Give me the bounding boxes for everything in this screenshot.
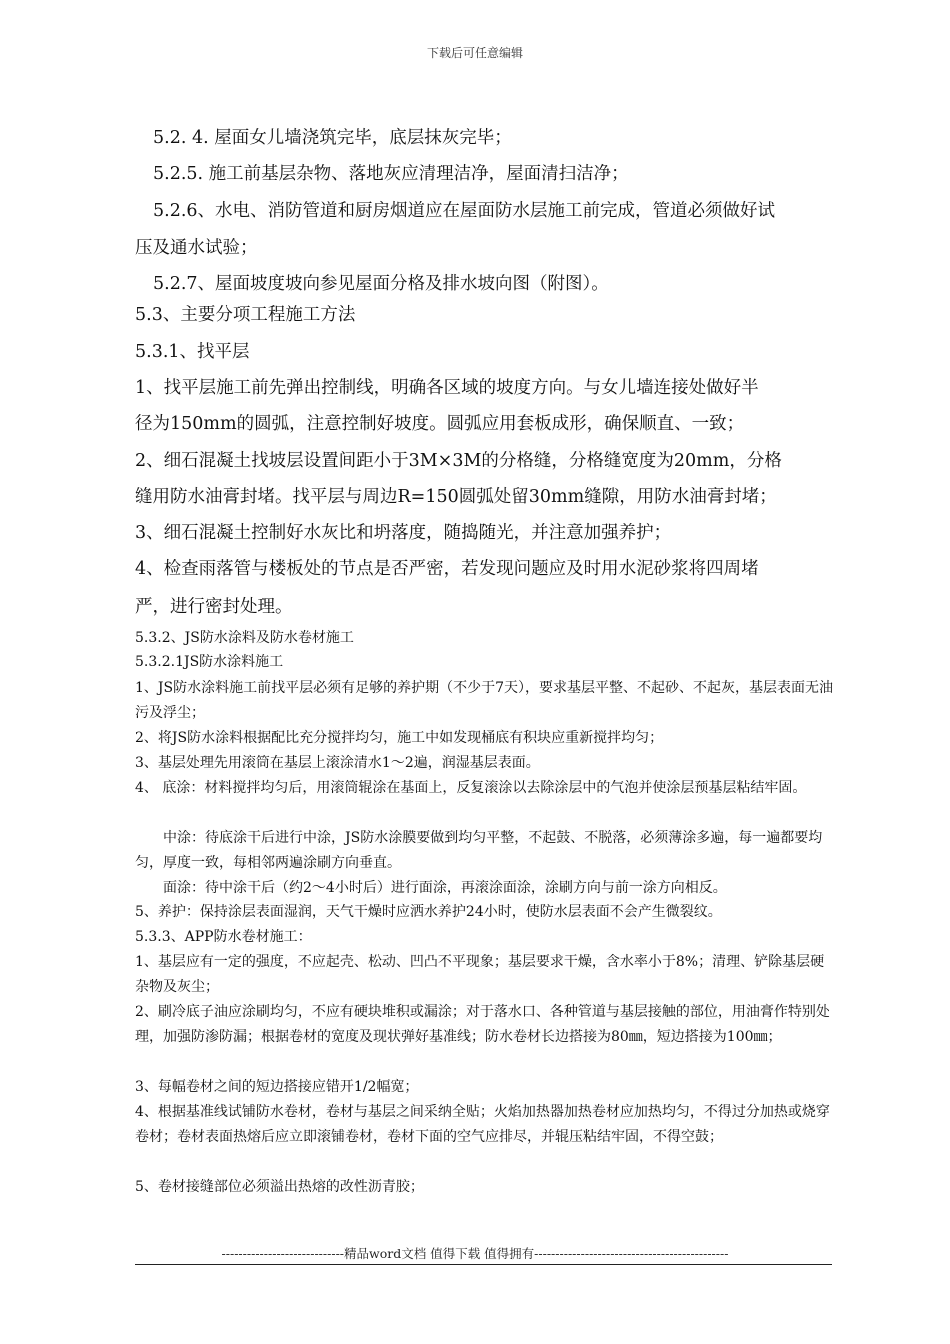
paragraph-5-2-4: 5.2. 4. 屋面女儿墙浇筑完毕，底层抹灰完毕； [153, 128, 512, 148]
heading-5-3-1: 5.3.1、找平层 [135, 342, 250, 362]
app-item-2: 2、刷冷底子油应涂刷均匀，不应有硬块堆积或漏涂；对于落水口、各种管道与基层接触的部位，用油膏作特别处理，加强防渗防漏；根据卷材的宽度及现状弹好基准线；防水卷材长边搭接为80㎜，短边搭接为100㎜； [135, 1004, 830, 1045]
page-footer: -----------------------------精品word文档 值得下载 值得拥有---------------------------------------------- [221, 1246, 729, 1261]
heading-5-3-2: 5.3.2、JS防水涂料及防水卷材施工 [135, 630, 354, 646]
page-header: 下载后可任意编辑 [426, 46, 523, 60]
app-item-1: 1、基层应有一定的强度，不应起壳、松动、凹凸不平现象；基层要求干燥，含水率小于8%；清理、铲除基层硬杂物及灰尘； [135, 954, 825, 995]
item-4-line1: 4、检查雨落管与楼板处的节点是否严密，若发现问题应及时用水泥砂浆将四周堵 [135, 559, 759, 579]
app-item-3: 3、每幅卷材之间的短边搭接应错开1/2幅宽； [135, 1079, 419, 1095]
paragraph-5-2-5: 5.2.5. 施工前基层杂物、落地灰应清理洁净，屋面清扫洁净； [153, 164, 629, 184]
js-item-2: 2、将JS防水涂料根据配比充分搅拌均匀，施工中如发现桶底有积块应重新搅拌均匀； [135, 730, 664, 746]
js-item-4: 4、 底涂：材料搅拌均匀后，用滚筒辊涂在基面上，反复滚涂以去除涂层中的气泡并使涂层预基层粘结牢固。 [135, 780, 807, 796]
js-item-1: 1、JS防水涂料施工前找平层必须有足够的养护期（不少于7天），要求基层平整、不起砂、不起灰，基层表面无油污及浮尘； [135, 680, 834, 721]
js-top-coat: 面涂：待中涂干后（约2～4小时后）进行面涂，再滚涂面涂，涂刷方向与前一涂方向相反。 [163, 880, 727, 896]
item-2-line2: 缝用防水油膏封堵。找平层与周边R=150圆弧处留30mm缝隙，用防水油膏封堵； [135, 487, 777, 507]
app-item-4: 4、根据基准线试铺防水卷材，卷材与基层之间采纳全贴；火焰加热器加热卷材应加热均匀，不得过分加热或烧穿卷材；卷材表面热熔后应立即滚铺卷材，卷材下面的空气应排尽，并辊压粘结牢固，不得空鼓； [135, 1104, 830, 1145]
js-item-5: 5、养护：保持涂层表面湿润，天气干燥时应洒水养护24小时，使防水层表面不会产生微裂纹。 [135, 904, 722, 920]
paragraph-5-2-6-line2: 压及通水试验； [135, 238, 258, 258]
heading-5-3: 5.3、主要分项工程施工方法 [135, 305, 356, 325]
item-2-line1: 2、细石混凝土找坡层设置间距小于3M×3M的分格缝，分格缝宽度为20mm，分格 [135, 451, 782, 471]
js-middle-coat: 中涂：待底涂干后进行中涂，JS防水涂膜要做到均匀平整，不起鼓、不脱落，必须薄涂多遍，每一遍都要均匀，厚度一致，每相邻两遍涂刷方向垂直。 [135, 830, 823, 871]
app-item-5: 5、卷材接缝部位必须溢出热熔的改性沥青胶； [135, 1179, 424, 1195]
js-item-3: 3、基层处理先用滚筒在基层上滚涂清水1～2遍，润湿基层表面。 [135, 755, 540, 771]
heading-5-3-2-1: 5.3.2.1JS防水涂料施工 [135, 654, 284, 670]
item-4-line2: 严，进行密封处理。 [135, 597, 293, 617]
heading-5-3-3: 5.3.3、APP防水卷材施工： [135, 929, 312, 945]
item-1-line1: 1、找平层施工前先弹出控制线，明确各区域的坡度方向。与女儿墙连接处做好半 [135, 378, 759, 398]
item-1-line2: 径为150mm的圆弧，注意控制好坡度。圆弧应用套板成形，确保顺直、一致； [135, 414, 745, 434]
paragraph-5-2-6-line1: 5.2.6、水电、消防管道和厨房烟道应在屋面防水层施工前完成，管道必须做好试 [153, 201, 776, 221]
item-3: 3、细石混凝土控制好水灰比和坍落度，随捣随光，并注意加强养护； [135, 523, 672, 543]
paragraph-5-2-7: 5.2.7、屋面坡度坡向参见屋面分格及排水坡向图（附图）。 [153, 274, 609, 294]
footer-divider [135, 1264, 832, 1265]
